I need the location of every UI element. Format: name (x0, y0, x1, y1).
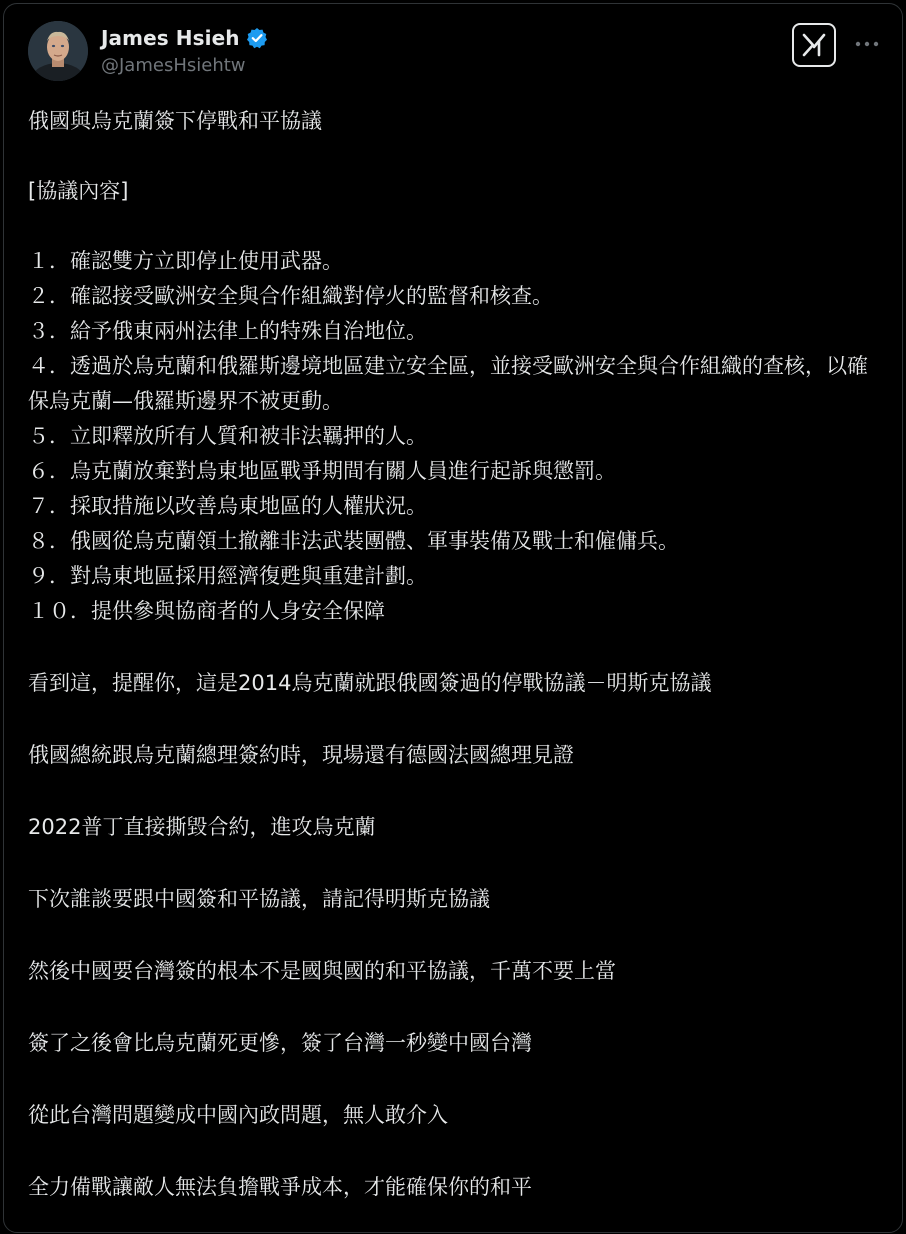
list-item: ４．透過於烏克蘭和俄羅斯邊境地區建立安全區，並接受歐洲安全與合作組織的查核，以確保烏克蘭—俄羅斯邊界不被更動。 (28, 354, 868, 413)
paragraph: 下次誰談要跟中國簽和平協議，請記得明斯克協議 (28, 887, 490, 911)
paragraph: 看到這，提醒你，這是2014烏克蘭就跟俄國簽過的停戰協議－明斯克協議 (28, 671, 712, 695)
post-card (3, 3, 903, 1233)
paragraph: 俄國總統跟烏克蘭總理簽約時，現場還有德國法國總理見證 (28, 743, 574, 767)
paragraph: 然後中國要台灣簽的根本不是國與國的和平協議，千萬不要上當 (28, 959, 616, 983)
verified-badge-icon (246, 27, 268, 49)
list-item: ３．給予俄東兩州法律上的特殊自治地位。 (28, 319, 427, 343)
more-options-button[interactable] (852, 32, 882, 56)
section-label: [協議內容] (28, 179, 129, 203)
list-item: １．確認雙方立即停止使用武器。 (28, 249, 343, 273)
list-item: ２．確認接受歐洲安全與合作組織對停火的監督和核查。 (28, 284, 553, 308)
list-item: ５．立即釋放所有人質和被非法羈押的人。 (28, 424, 427, 448)
author-handle[interactable]: @JamesHsiehtw (101, 55, 246, 76)
author-info (101, 24, 268, 76)
list-item: ６．烏克蘭放棄對烏東地區戰爭期間有關人員進行起訴與懲罰。 (28, 459, 616, 483)
post-title: 俄國與烏克蘭簽下停戰和平協議 (28, 109, 322, 133)
post-text (28, 104, 888, 1205)
paragraph: 簽了之後會比烏克蘭死更慘，簽了台灣一秒變中國台灣 (28, 1031, 532, 1055)
more-dots-icon (854, 40, 880, 48)
list-item: ９．對烏東地區採用經濟復甦與重建計劃。 (28, 564, 427, 588)
grok-x-logo-icon (800, 31, 828, 59)
post-header (4, 4, 902, 94)
avatar-photo-icon (28, 21, 88, 81)
grok-button[interactable] (792, 23, 836, 67)
avatar[interactable] (28, 21, 88, 81)
paragraph: 從此台灣問題變成中國內政問題，無人敢介入 (28, 1103, 448, 1127)
agreement-list (28, 244, 888, 629)
author-display-name[interactable]: James Hsieh (101, 26, 240, 50)
list-item: ８．俄國從烏克蘭領土撤離非法武裝團體、軍事裝備及戰士和僱傭兵。 (28, 529, 679, 553)
paragraph: 2022普丁直接撕毀合約，進攻烏克蘭 (28, 815, 376, 839)
list-item: １０．提供參與協商者的人身安全保障 (28, 599, 385, 623)
list-item: ７．採取措施以改善烏東地區的人權狀況。 (28, 494, 427, 518)
paragraph: 全力備戰讓敵人無法負擔戰爭成本，才能確保你的和平 (28, 1175, 532, 1199)
